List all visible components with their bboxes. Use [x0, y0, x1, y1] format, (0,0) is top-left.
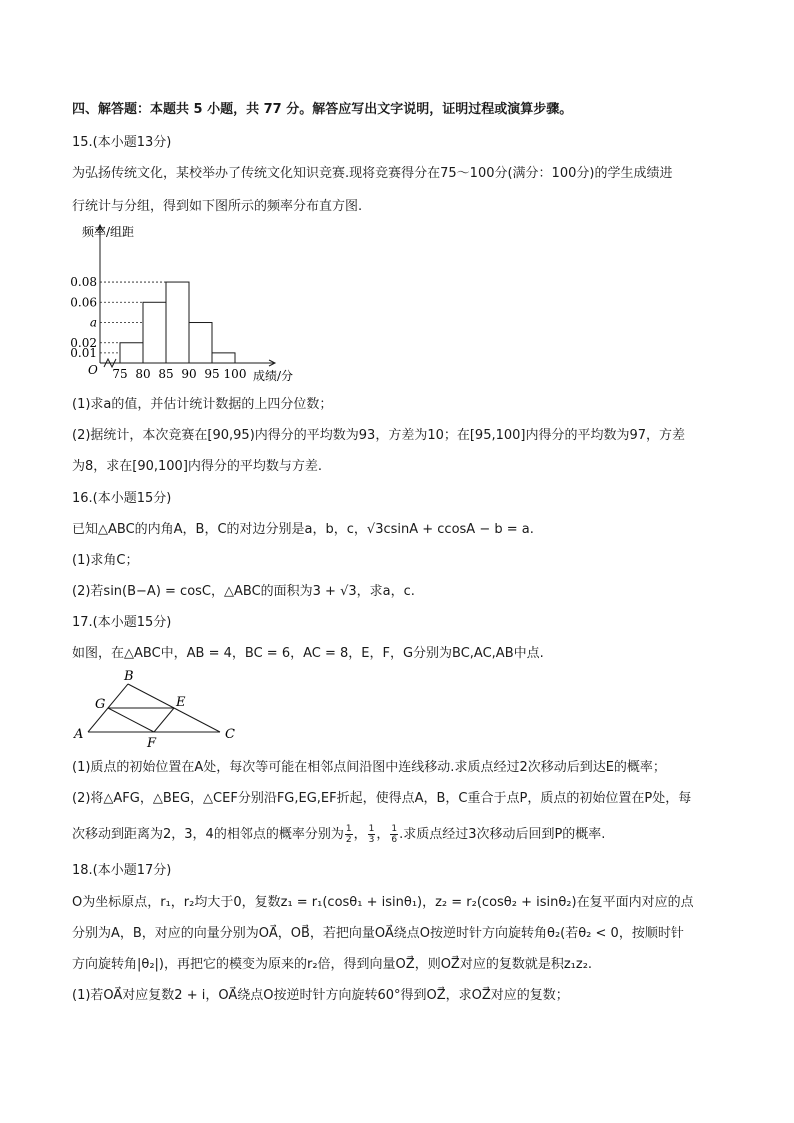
q15-part2-line1: (2)据统计，本次竞赛在[90,95)内得分的平均数为93，方差为10；在[95,100]内得分的平均数为97，方差 — [72, 428, 686, 443]
histogram-bar — [189, 323, 212, 363]
fraction-sixth: $\frac{1}{6}$ — [391, 824, 398, 845]
vertex-label-a: A — [74, 727, 84, 742]
q17-part2-line1: (2)将△AFG，△BEG，△CEF分别沿FG,EG,EF折起，使得点A，B，C重合于点P，质点的初始位置在P处，每 — [72, 791, 692, 806]
x-tick-label: 80 — [135, 367, 151, 381]
x-tick-label: 95 — [204, 367, 220, 381]
q16-text: 已知△ABC的内角A，B，C的对边分别是a，b，c，√3csinA + ccosA − b = a. — [72, 522, 534, 537]
y-axis-label: 频率/组距 — [82, 225, 135, 239]
y-tick-label: 0.06 — [70, 295, 97, 310]
x-tick-label: 100 — [223, 367, 247, 381]
separator: ， — [353, 827, 367, 842]
q17-header: 17.(本小题15分) — [72, 615, 172, 630]
segment-fe — [154, 708, 174, 732]
histogram-bar — [212, 353, 235, 363]
fraction-third: $\frac{1}{3}$ — [368, 824, 375, 845]
q15-text-line1: 为弘扬传统文化，某校举办了传统文化知识竞赛.现将竞赛得分在75～100分(满分：100分)的学生成绩进 — [72, 166, 673, 181]
section-heading: 四、解答题：本题共 5 小题，共 77 分。解答应写出文字说明，证明过程或演算步骤。 — [72, 102, 573, 117]
histogram-bar — [143, 302, 166, 363]
y-tick-label: 0.02 — [70, 335, 97, 350]
q15-header: 15.(本小题13分) — [72, 135, 172, 150]
origin-label: O — [88, 363, 98, 377]
q18-text-line3: 方向旋转角|θ₂|)，再把它的模变为原来的r₂倍，得到向量OZ⃗，则OZ⃗对应的复数就是积z₁z₂. — [72, 957, 593, 972]
q18-header: 18.(本小题17分) — [72, 863, 172, 878]
x-tick-label: 90 — [181, 367, 197, 381]
q17-text: 如图，在△ABC中，AB = 4，BC = 6，AC = 8，E，F，G分别为BC,AC,AB中点. — [72, 646, 544, 661]
vertex-label-c: C — [225, 727, 235, 742]
histogram-x-ticks — [112, 367, 246, 381]
vertex-label-b: B — [124, 669, 134, 684]
q16-header: 16.(本小题15分) — [72, 491, 172, 506]
triangle-figure — [70, 668, 250, 750]
q16-part2: (2)若sin(B−A) = cosC，△ABC的面积为3 + √3，求a，c. — [72, 584, 415, 599]
q16-part1: (1)求角C； — [72, 553, 139, 568]
x-axis-label: 成绩/分 — [253, 369, 294, 383]
q17-part2-line2 — [72, 824, 605, 845]
histogram-bar — [166, 282, 189, 363]
separator: ， — [376, 827, 390, 842]
fraction-half: $\frac{1}{2}$ — [345, 824, 352, 845]
q15-part1: (1)求a的值，并估计统计数据的上四分位数； — [72, 397, 333, 412]
point-label-e: E — [176, 695, 186, 710]
x-tick-label: 75 — [112, 367, 128, 381]
segment-gf — [108, 708, 154, 732]
point-label-g: G — [95, 697, 106, 712]
y-tick-label: a — [89, 315, 97, 330]
q18-part1: (1)若OA⃗对应复数2 + i，OA⃗绕点O按逆时针方向旋转60°得到OZ⃗，求OZ⃗对应的复数； — [72, 988, 569, 1003]
x-tick-label: 85 — [158, 367, 174, 381]
histogram-bar — [120, 343, 143, 363]
q17-part2-suffix: .求质点经过3次移动后回到P的概率. — [399, 827, 606, 842]
y-tick-label: 0.08 — [70, 275, 97, 290]
histogram-y-ticks — [70, 275, 97, 360]
q17-part2-prefix: 次移动到距离为2，3，4的相邻点的概率分别为 — [72, 827, 344, 842]
frequency-histogram — [70, 222, 320, 387]
axis-break-mark — [104, 359, 116, 367]
q15-part2-line2: 为8，求在[90,100]内得分的平均数与方差. — [72, 459, 323, 474]
q17-part1: (1)质点的初始位置在A处，每次等可能在相邻点间沿图中连线移动.求质点经过2次移动后到达E的概率； — [72, 760, 666, 775]
q18-text-line2: 分别为A，B，对应的向量分别为OA⃗，OB⃗，若把向量OA⃗绕点O按逆时针方向旋转角θ₂(若θ₂ < 0，按顺时针 — [72, 926, 684, 941]
y-tick-label: 0.01 — [70, 345, 97, 360]
q15-text-line2: 行统计与分组，得到如下图所示的频率分布直方图. — [72, 199, 363, 214]
q18-text-line1: O为坐标原点，r₁，r₂均大于0，复数z₁ = r₁(cosθ₁ + isinθ₁)，z₂ = r₂(cosθ₂ + isinθ₂)在复平面内对应的点 — [72, 895, 694, 910]
point-label-f: F — [147, 736, 157, 750]
